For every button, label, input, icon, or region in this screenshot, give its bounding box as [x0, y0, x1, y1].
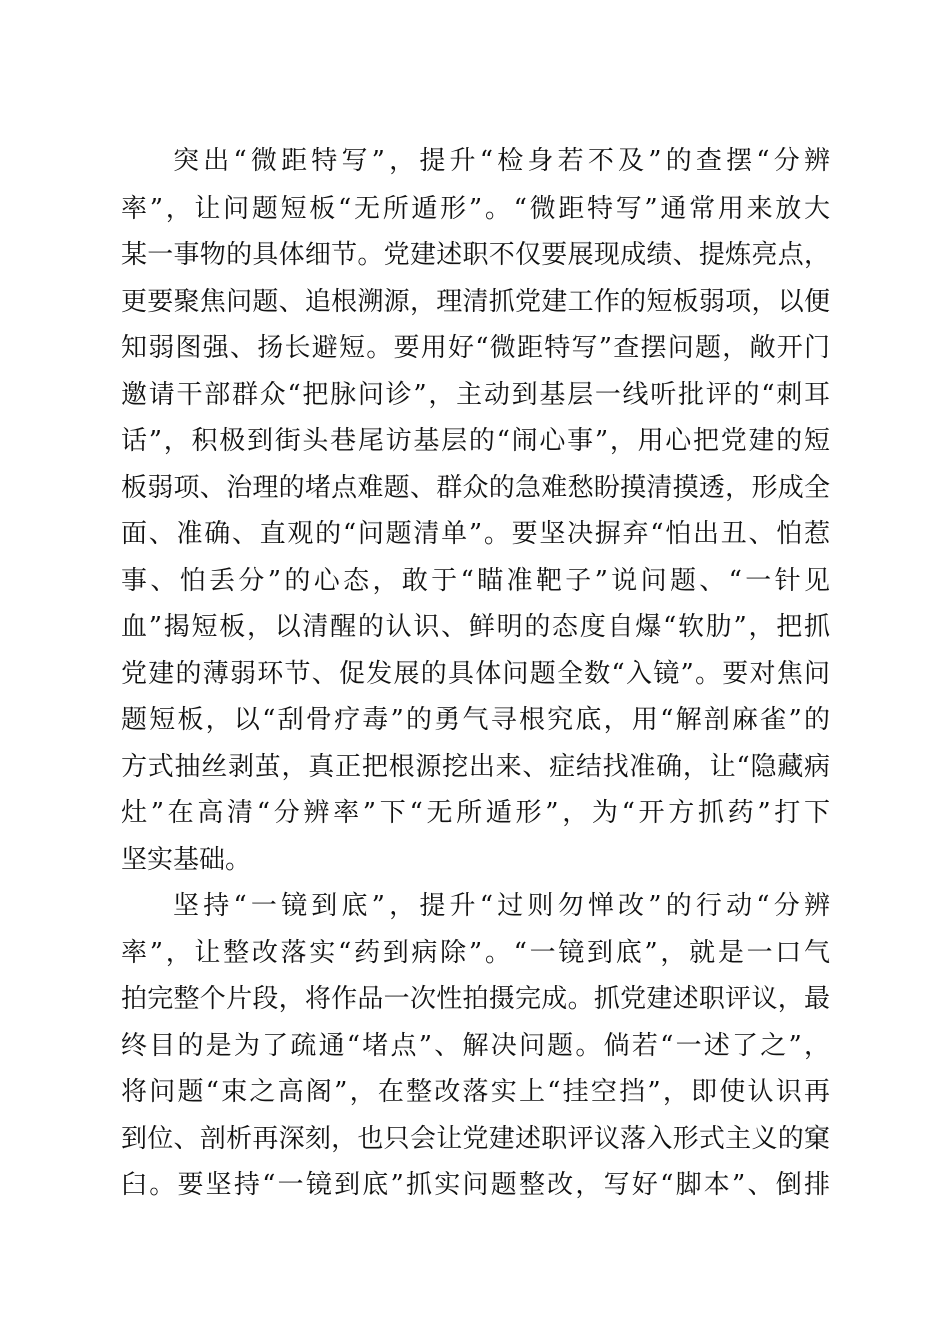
text-line: 邀请干部群众“把脉问诊”，主动到基层一线听批评的“刺耳: [121, 380, 830, 410]
text-line: 到位、剖析再深刻，也只会让党建述职评议落入形式主义的窠: [121, 1124, 830, 1154]
text-line: 率”，让整改落实“药到病除”。“一镜到底”，就是一口气: [121, 938, 830, 968]
text-line: 坚实基础。: [121, 845, 252, 875]
text-line: 将问题“束之高阁”，在整改落实上“挂空挡”，即使认识再: [121, 1077, 830, 1107]
text-line: 话”，积极到街头巷尾访基层的“闹心事”，用心把党建的短: [121, 426, 830, 456]
text-line: 更要聚焦问题、追根溯源，理清抓党建工作的短板弱项，以便: [121, 287, 830, 317]
text-line: 事、怕丢分”的心态，敢于“瞄准靶子”说问题、“一针见: [121, 566, 830, 596]
text-line: 臼。要坚持“一镜到底”抓实问题整改，写好“脚本”、倒排: [121, 1170, 830, 1200]
text-line: 面、准确、直观的“问题清单”。要坚决摒弃“怕出丑、怕惹: [121, 519, 830, 549]
text-line: 党建的薄弱环节、促发展的具体问题全数“入镜”。要对焦问: [121, 659, 830, 689]
text-line: 题短板，以“刮骨疗毒”的勇气寻根究底，用“解剖麻雀”的: [121, 705, 830, 735]
text-line: 终目的是为了疏通“堵点”、解决问题。倘若“一述了之”，: [121, 1031, 830, 1061]
text-line: 突出“微距特写”，提升“检身若不及”的查摆“分辨: [173, 146, 830, 176]
text-line: 某一事物的具体细节。党建述职不仅要展现成绩、提炼亮点，: [121, 240, 830, 270]
text-line: 率”，让问题短板“无所遁形”。“微距特写”通常用来放大: [121, 194, 830, 224]
text-line: 血”揭短板，以清醒的认识、鲜明的态度自爆“软肋”，把抓: [121, 612, 830, 642]
text-line: 方式抽丝剥茧，真正把根源挖出来、症结找准确，让“隐藏病: [121, 752, 830, 782]
text-line: 知弱图强、扬长避短。要用好“微距特写”查摆问题，敞开门: [121, 333, 830, 363]
text-line: 拍完整个片段，将作品一次性拍摄完成。抓党建述职评议，最: [121, 984, 830, 1014]
text-line: 坚持“一镜到底”，提升“过则勿惮改”的行动“分辨: [173, 891, 830, 921]
text-line: 板弱项、治理的堵点难题、群众的急难愁盼摸清摸透，形成全: [121, 473, 830, 503]
text-line: 灶”在高清“分辨率”下“无所遁形”，为“开方抓药”打下: [121, 798, 830, 828]
